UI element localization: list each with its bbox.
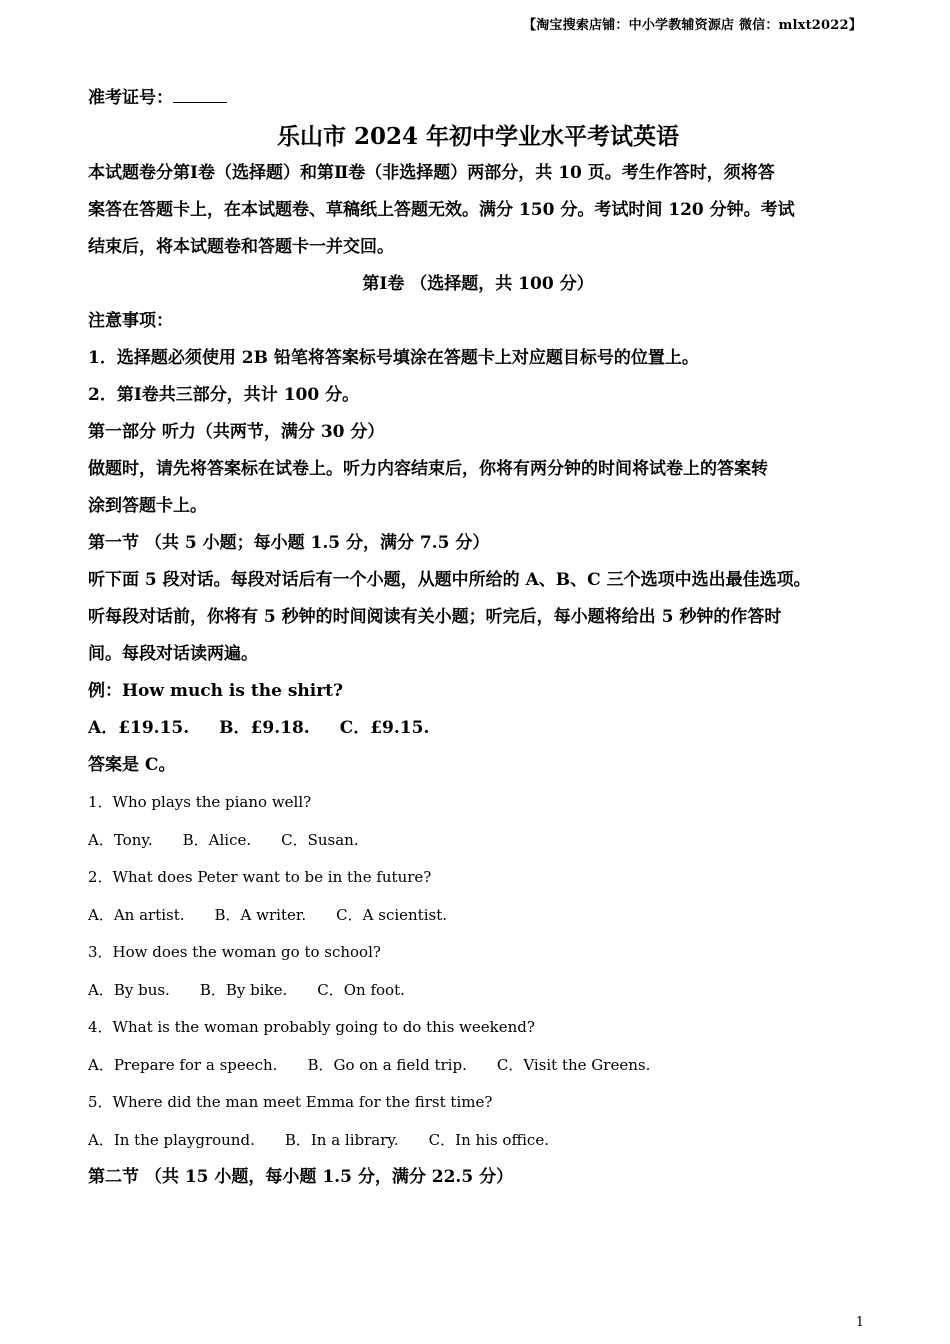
section1-heading: 第一节 （共 5 小题；每小题 1.5 分，满分 7.5 分） — [88, 533, 490, 553]
notice-item-1: 1．选择题必须使用 2B 铅笔将答案标号填涂在答题卡上对应题目标号的位置上。 — [88, 348, 699, 368]
notice-item-2: 2．第Ⅰ卷共三部分，共计 100 分。 — [88, 385, 360, 405]
header-note: 【淘宝搜索店铺：中小学教辅资源店 微信：mlxt2022】 — [523, 18, 862, 33]
question-2: 2．What does Peter want to be in the future? — [88, 868, 432, 886]
question-3: 3．How does the woman go to school? — [88, 943, 381, 961]
question-4-options — [88, 1047, 868, 1085]
section1-instruction-3: 间。每段对话读两遍。 — [88, 644, 258, 664]
question-5-option-b: B．In a library. — [284, 1130, 399, 1149]
question-4-option-a: A．Prepare for a speech. — [88, 1055, 278, 1074]
question-2-option-a: A．An artist. — [88, 905, 185, 924]
question-4: 4．What is the woman probably going to do this weekend? — [88, 1018, 535, 1036]
question-5-option-a: A．In the playground. — [88, 1130, 255, 1149]
question-4-option-c: C．Visit the Greens. — [496, 1055, 651, 1074]
question-1-option-b: B．Alice. — [182, 830, 252, 849]
intro-line-1: 本试题卷分第Ⅰ卷（选择题）和第Ⅱ卷（非选择题）两部分，共 10 页。考生作答时，须将答 — [88, 163, 775, 183]
question-5-options — [88, 1122, 868, 1160]
question-3-options — [88, 972, 868, 1010]
section1-instruction-2: 听每段对话前，你将有 5 秒钟的时间阅读有关小题；听完后，每小题将给出 5 秒钟的作答时 — [88, 607, 782, 627]
notice-heading: 注意事项： — [88, 311, 173, 331]
question-1: 1．Who plays the piano well? — [88, 793, 312, 811]
question-5-option-c: C．In his office. — [428, 1130, 549, 1149]
question-3-option-b: B．By bike. — [199, 980, 288, 999]
exam-title: 乐山市 2024 年初中学业水平考试英语 — [276, 123, 680, 150]
intro-line-2: 案答在答题卡上，在本试题卷、草稿纸上答题无效。满分 150 分。考试时间 120 分钟。考试 — [88, 200, 795, 220]
question-1-option-a: A．Tony. — [88, 830, 153, 849]
part1-instruction-2: 涂到答题卡上。 — [88, 496, 207, 516]
exam-number-row — [88, 80, 868, 117]
question-2-option-b: B．A writer. — [214, 905, 307, 924]
exam-page-content — [88, 80, 868, 1196]
question-2-options — [88, 897, 868, 935]
part1-heading: 第一部分 听力（共两节，满分 30 分） — [88, 422, 385, 442]
page-number: 1 — [855, 1315, 864, 1330]
example-option-a: A．£19.15. — [88, 718, 190, 738]
exam-number-blank — [173, 84, 227, 103]
question-3-option-a: A．By bus. — [88, 980, 170, 999]
question-1-option-c: C．Susan. — [281, 830, 359, 849]
example-option-c: C．£9.15. — [339, 718, 430, 738]
question-4-option-b: B．Go on a field trip. — [307, 1055, 467, 1074]
example-question: 例：How much is the shirt? — [88, 681, 343, 701]
part1-instruction-1: 做题时，请先将答案标在试卷上。听力内容结束后，你将有两分钟的时间将试卷上的答案转 — [88, 459, 768, 479]
section1-instruction-1: 听下面 5 段对话。每段对话后有一个小题，从题中所给的 A、B、C 三个选项中选出最佳选项。 — [88, 570, 811, 590]
question-2-option-c: C．A scientist. — [336, 905, 448, 924]
intro-line-3: 结束后，将本试题卷和答题卡一并交回。 — [88, 237, 394, 257]
question-3-option-c: C．On foot. — [317, 980, 405, 999]
example-answer: 答案是 C。 — [88, 755, 176, 775]
example-options — [88, 710, 868, 747]
question-1-options — [88, 822, 868, 860]
section2-heading: 第二节 （共 15 小题，每小题 1.5 分，满分 22.5 分） — [88, 1167, 514, 1187]
example-option-b: B．£9.18. — [219, 718, 310, 738]
volume-heading: 第Ⅰ卷 （选择题，共 100 分） — [362, 274, 594, 294]
exam-number-label: 准考证号： — [88, 88, 173, 108]
question-5: 5．Where did the man meet Emma for the first time? — [88, 1093, 493, 1111]
